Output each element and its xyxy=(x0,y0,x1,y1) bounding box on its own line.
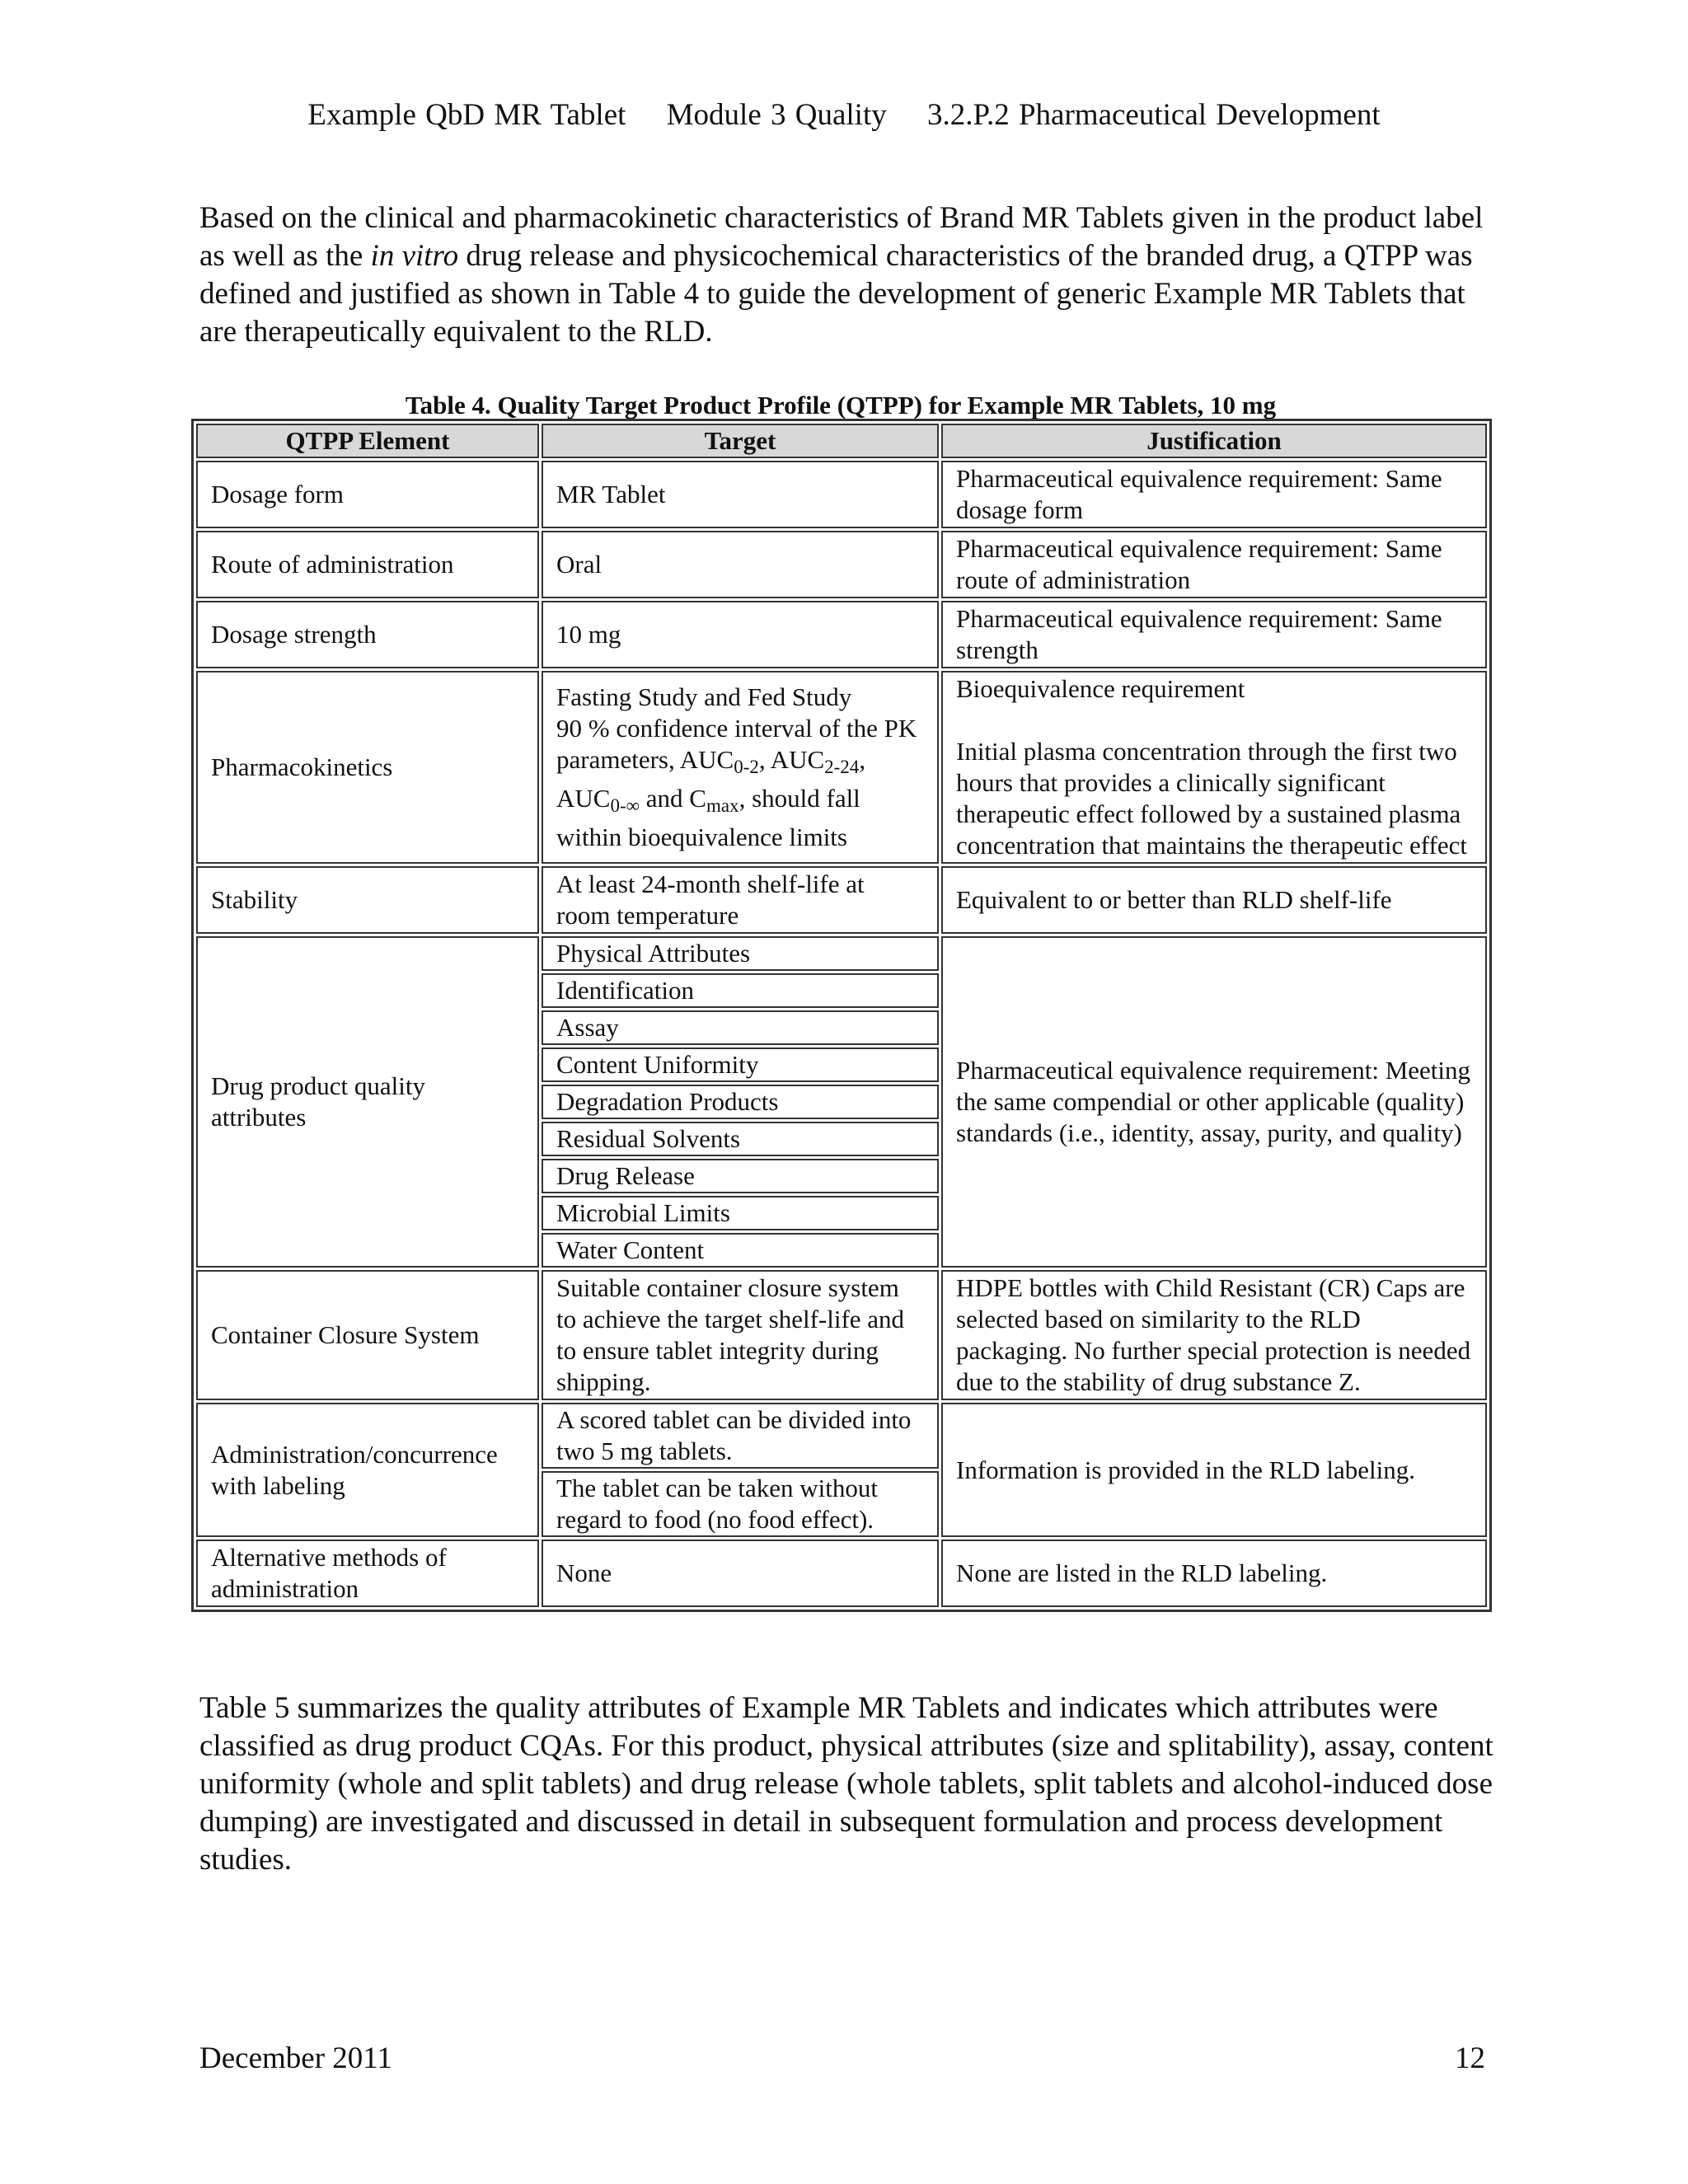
table-row xyxy=(196,601,1487,668)
list-item: Assay xyxy=(542,1010,939,1045)
cell-justification: Pharmaceutical equivalence requirement: Meeting the same compendial or other applicable (quality) standards (i.e., identity, assay, purity, and quality) xyxy=(941,936,1487,1268)
cell-justification: None are listed in the RLD labeling. xyxy=(941,1540,1487,1607)
header-section: 3.2.P.2 Pharmaceutical Development xyxy=(927,98,1381,132)
list-item: Content Uniformity xyxy=(542,1047,939,1082)
cell-target: Suitable container closure system to achieve the target shelf-life and to ensure tablet integrity during shipping. xyxy=(542,1270,939,1400)
administration-list xyxy=(542,1400,939,1540)
table-row xyxy=(196,1270,1487,1400)
page-number: 12 xyxy=(1455,2041,1485,2075)
list-item: Physical Attributes xyxy=(542,936,939,971)
cell-element: Dosage form xyxy=(196,461,539,528)
cell-target: At least 24-month shelf-life at room temperature xyxy=(542,866,939,934)
intro-paragraph: Based on the clinical and pharmacokinetic characteristics of Brand MR Tablets given in the product label as well as the in vitro drug release and physicochemical characteristics of the branded drug, a QTPP was defined and justified as shown in Table 4 to guide the development of generic Example MR Tablets that are therapeutically equivalent to the RLD. xyxy=(199,201,1484,349)
table-row xyxy=(196,866,1487,934)
quality-attributes-list xyxy=(542,934,939,1270)
list-item: Microbial Limits xyxy=(542,1196,939,1230)
cell-justification: Pharmaceutical equivalence requirement: Same route of administration xyxy=(941,531,1487,598)
cell-element: Dosage strength xyxy=(196,601,539,668)
header-module: Module 3 Quality xyxy=(666,98,887,132)
cell-element: Route of administration xyxy=(196,531,539,598)
table-row xyxy=(196,531,1487,598)
running-header xyxy=(0,97,1688,133)
header-target: Target xyxy=(542,424,939,458)
cell-target: 10 mg xyxy=(542,601,939,668)
cell-element: Pharmacokinetics xyxy=(196,671,539,864)
table-caption: Table 4. Quality Target Product Profile (QTPP) for Example MR Tablets, 10 mg xyxy=(405,391,1277,419)
cell-target: Oral xyxy=(542,531,939,598)
table-row xyxy=(196,461,1487,528)
header-title: Example QbD MR Tablet xyxy=(307,98,626,132)
cell-target-pk: Fasting Study and Fed Study 90 % confidence interval of the PK parameters, AUC0-2, AUC2-24, AUC0-∞ and Cmax, should fall within bioequivalence limits xyxy=(542,671,939,864)
summary-paragraph: Table 5 summarizes the quality attributes of Example MR Tablets and indicates which attributes were classified as drug product CQAs. For this product, physical attributes (size and splitability), assay, content uniformity (whole and split tablets) and drug release (whole tablets, split tablets and alcohol-induced dose dumping) are investigated and discussed in detail in subsequent formulation and process development studies. xyxy=(199,1691,1493,1877)
list-item: The tablet can be taken without regard to food (no food effect). xyxy=(542,1471,939,1537)
cell-element: Drug product quality attributes xyxy=(196,936,539,1268)
cell-justification: Bioequivalence requirement Initial plasma concentration through the first two hours that provides a clinically significant therapeutic effect followed by a sustained plasma concentration that maintains the therapeutic effect xyxy=(941,671,1487,864)
cell-target: None xyxy=(542,1540,939,1607)
italic-term: in vitro xyxy=(370,239,459,273)
list-item: Residual Solvents xyxy=(542,1122,939,1156)
table-row xyxy=(196,671,1487,864)
cell-justification: Information is provided in the RLD labeling. xyxy=(941,1403,1487,1537)
cell-target-list xyxy=(542,1403,939,1537)
list-item: Identification xyxy=(542,973,939,1008)
table-row xyxy=(196,1540,1487,1607)
list-item: Degradation Products xyxy=(542,1085,939,1119)
cell-element: Alternative methods of administration xyxy=(196,1540,539,1607)
cell-justification: Pharmaceutical equivalence requirement: Same strength xyxy=(941,601,1487,668)
header-qtpp-element: QTPP Element xyxy=(196,424,539,458)
cell-justification: Equivalent to or better than RLD shelf-life xyxy=(941,866,1487,934)
cell-justification: HDPE bottles with Child Resistant (CR) Caps are selected based on similarity to the RLD packaging. No further special protection is needed due to the stability of drug substance Z. xyxy=(941,1270,1487,1400)
cell-element: Administration/concurrence with labeling xyxy=(196,1403,539,1537)
cell-target: MR Tablet xyxy=(542,461,939,528)
list-item: Water Content xyxy=(542,1233,939,1268)
cell-element: Stability xyxy=(196,866,539,934)
list-item: Drug Release xyxy=(542,1159,939,1193)
table-header-row xyxy=(196,424,1487,458)
header-justification: Justification xyxy=(941,424,1487,458)
table-row xyxy=(196,936,1487,1268)
list-item: A scored tablet can be divided into two 5 mg tablets. xyxy=(542,1403,939,1469)
cell-element: Container Closure System xyxy=(196,1270,539,1400)
cell-target-list xyxy=(542,936,939,1268)
footer-date: December 2011 xyxy=(199,2041,392,2075)
cell-justification: Pharmaceutical equivalence requirement: Same dosage form xyxy=(941,461,1487,528)
qtpp-table xyxy=(191,419,1492,1612)
table-row xyxy=(196,1403,1487,1537)
